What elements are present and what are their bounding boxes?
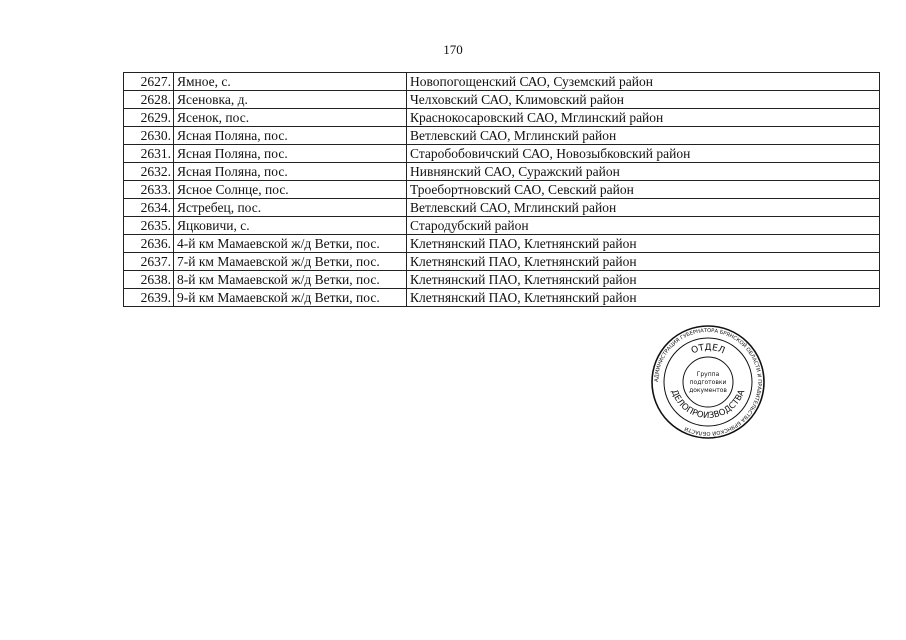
district-name: Нивнянский САО, Суражский район xyxy=(407,163,880,181)
row-number: 2632. xyxy=(124,163,174,181)
page-number: 170 xyxy=(443,42,463,57)
table-row xyxy=(124,289,880,307)
settlements-table xyxy=(123,72,880,307)
table-row xyxy=(124,217,880,235)
district-name: Ветлевский САО, Мглинский район xyxy=(407,199,880,217)
settlement-name: Ястребец, пос. xyxy=(174,199,407,217)
district-name: Челховский САО, Климовский район xyxy=(407,91,880,109)
row-number: 2639. xyxy=(124,289,174,307)
settlement-name: 4-й км Мамаевской ж/д Ветки, пос. xyxy=(174,235,407,253)
district-name: Клетнянский ПАО, Клетнянский район xyxy=(407,253,880,271)
settlement-name: 7-й км Мамаевской ж/д Ветки, пос. xyxy=(174,253,407,271)
settlement-name: Ясная Поляна, пос. xyxy=(174,127,407,145)
table-row xyxy=(124,235,880,253)
stamp-outer-text: АДМИНИСТРАЦИЯ ГУБЕРНАТОРА БРЯНСКОЙ ОБЛАСТИ И ПРАВИТЕЛЬСТВА БРЯНСКОЙ ОБЛАСТИ xyxy=(653,327,763,437)
district-name: Краснокосаровский САО, Мглинский район xyxy=(407,109,880,127)
district-name: Клетнянский ПАО, Клетнянский район xyxy=(407,235,880,253)
row-number: 2630. xyxy=(124,127,174,145)
settlement-name: Ясная Поляна, пос. xyxy=(174,145,407,163)
stamp-arc-top: ОТДЕЛ xyxy=(689,342,727,357)
row-number: 2629. xyxy=(124,109,174,127)
settlement-name: Ясная Поляна, пос. xyxy=(174,163,407,181)
stamp-center-line-1: Группа xyxy=(696,371,720,378)
table-row xyxy=(124,271,880,289)
svg-text:ОТДЕЛ xyxy=(690,343,726,356)
table-row xyxy=(124,181,880,199)
district-name: Ветлевский САО, Мглинский район xyxy=(407,127,880,145)
table-row xyxy=(124,163,880,181)
stamp-center-line-2: подготовки xyxy=(689,379,727,386)
stamp-seal-graphic xyxy=(650,324,766,440)
row-number: 2634. xyxy=(124,199,174,217)
district-name: Клетнянский ПАО, Клетнянский район xyxy=(407,289,880,307)
row-number: 2637. xyxy=(124,253,174,271)
table-row xyxy=(124,145,880,163)
settlement-name: Ясное Солнце, пос. xyxy=(174,181,407,199)
row-number: 2635. xyxy=(124,217,174,235)
row-number: 2636. xyxy=(124,235,174,253)
table-row xyxy=(124,199,880,217)
district-name: Старобобовичский САО, Новозыбковский район xyxy=(407,145,880,163)
district-name: Троебортновский САО, Севский район xyxy=(407,181,880,199)
table-row xyxy=(124,73,880,91)
row-number: 2627. xyxy=(124,73,174,91)
row-number: 2631. xyxy=(124,145,174,163)
settlement-name: Ясеновка, д. xyxy=(174,91,407,109)
district-name: Стародубский район xyxy=(407,217,880,235)
table-row xyxy=(124,127,880,145)
stamp-center-line-3: документов xyxy=(689,387,727,394)
district-name: Новопогощенский САО, Суземский район xyxy=(407,73,880,91)
settlement-name: Ямное, с. xyxy=(174,73,407,91)
settlement-name: 9-й км Мамаевской ж/д Ветки, пос. xyxy=(174,289,407,307)
settlement-name: Ясенок, пос. xyxy=(174,109,407,127)
stamp-arc-bottom: ДЕЛОПРОИЗВОДСТВА xyxy=(668,388,748,422)
row-number: 2633. xyxy=(124,181,174,199)
row-number: 2628. xyxy=(124,91,174,109)
table-row xyxy=(124,253,880,271)
official-stamp xyxy=(650,324,766,440)
table-body xyxy=(124,73,880,307)
row-number: 2638. xyxy=(124,271,174,289)
settlement-name: Яцковичи, с. xyxy=(174,217,407,235)
settlement-name: 8-й км Мамаевской ж/д Ветки, пос. xyxy=(174,271,407,289)
table-row xyxy=(124,109,880,127)
district-name: Клетнянский ПАО, Клетнянский район xyxy=(407,271,880,289)
table-row xyxy=(124,91,880,109)
